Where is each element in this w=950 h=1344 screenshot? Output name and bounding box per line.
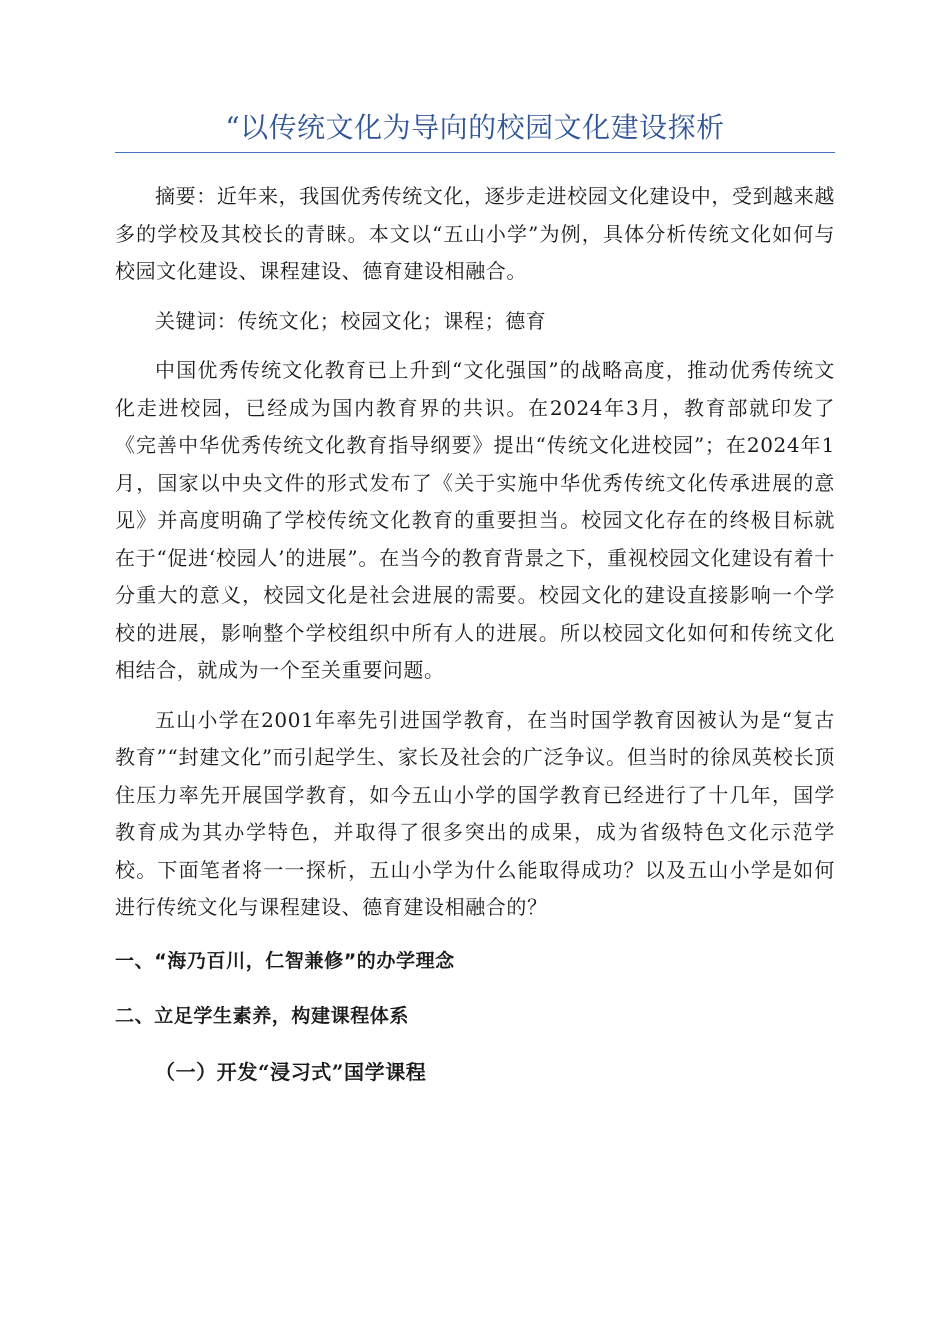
title-block bbox=[115, 108, 835, 153]
document-title: “以传统文化为导向的校园文化建设探析 bbox=[225, 111, 725, 144]
document-body bbox=[115, 178, 835, 1091]
subsection-heading-1: （一）开发“浸习式”国学课程 bbox=[155, 1059, 427, 1084]
abstract-paragraph: 摘要：近年来，我国优秀传统文化，逐步走进校园文化建设中，受到越来越多的学校及其校长的青睐。本文以“五山小学”为例，具体分析传统文化如何与校园文化建设、课程建设、德育建设相融合。 bbox=[115, 184, 835, 283]
section-heading-1: 一、“海乃百川，仁智兼修”的办学理念 bbox=[115, 949, 455, 972]
body-paragraph-2: 五山小学在2001年率先引进国学教育，在当时国学教育因被认为是“复古教育”“封建文化”而引起学生、家长及社会的广泛争议。但当时的徐凤英校长顶住压力率先开展国学教育，如今五山小学的国学教育已经进行了十几年，国学教育成为其办学特色，并取得了很多突出的成果，成为省级特色文化示范学校。下面笔者将一一探析，五山小学为什么能取得成功？以及五山小学是如何进行传统文化与课程建设、德育建设相融合的？ bbox=[115, 707, 835, 919]
body-paragraph-1: 中国优秀传统文化教育已上升到“文化强国”的战略高度，推动优秀传统文化走进校园，已经成为国内教育界的共识。在2024年3月，教育部就印发了《完善中华优秀传统文化教育指导纲要》提出“传统文化进校园”；在2024年1月，国家以中央文件的形式发布了《关于实施中华优秀传统文化传承进展的意见》并高度明确了学校传统文化教育的重要担当。校园文化存在的终极目标就在于“促进‘校园人’的进展”。在当今的教育背景之下，重视校园文化建设有着十分重大的意义，校园文化是社会进展的需要。校园文化的建设直接影响一个学校的进展，影响整个学校组织中所有人的进展。所以校园文化如何和传统文化相结合，就成为一个至关重要问题。 bbox=[115, 358, 835, 682]
section-heading-2: 二、立足学生素养，构建课程体系 bbox=[115, 1005, 410, 1027]
keywords-paragraph: 关键词：传统文化；校园文化；课程；德育 bbox=[155, 308, 547, 333]
